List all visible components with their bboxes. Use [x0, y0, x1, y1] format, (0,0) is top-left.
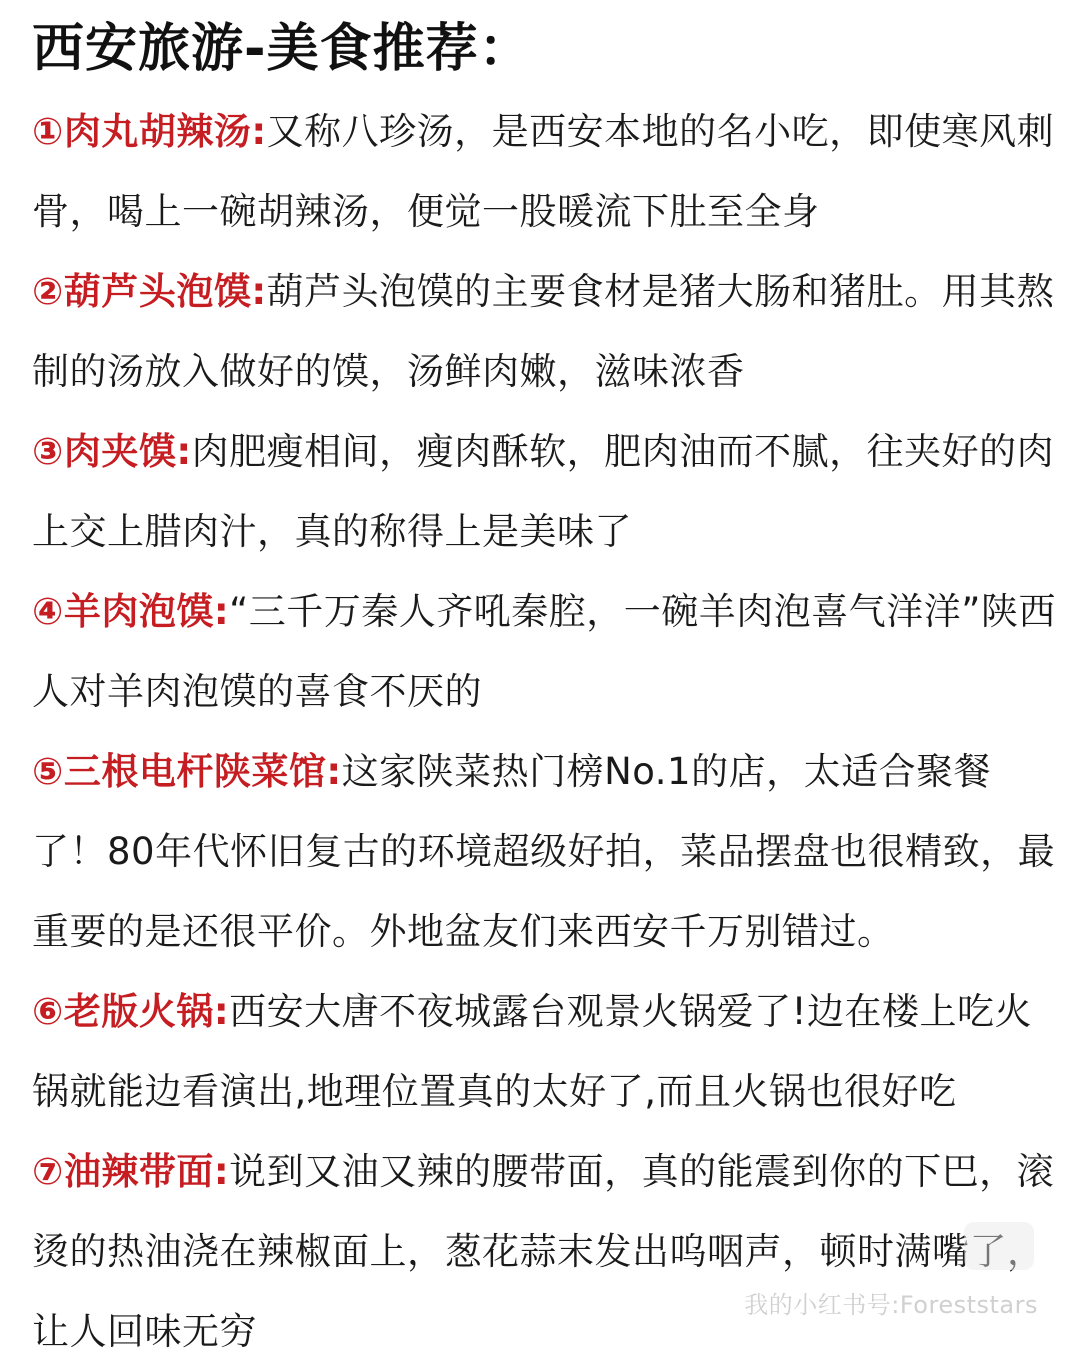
food-item-colon: : [213, 590, 230, 633]
food-item-colon: : [213, 990, 230, 1033]
food-item-6 [32, 972, 1060, 1132]
food-item-text: 肉肥瘦相间，瘦肉酥软，肥肉油而不腻，往夹好的肉上交上腊肉汁，真的称得上是美味了 [32, 430, 1055, 553]
food-item-text: “三千万秦人齐吼秦腔，一碗羊肉泡喜气洋洋”陕西人对羊肉泡馍的喜食不厌的 [32, 590, 1056, 713]
food-item-text: 又称八珍汤，是西安本地的名小吃，即使寒风刺骨，喝上一碗胡辣汤，便觉一股暖流下肚至全身 [32, 110, 1055, 233]
food-item-7 [32, 1132, 1060, 1372]
food-item-name: ②葫芦头泡馍 [32, 270, 252, 313]
food-item-colon: : [176, 430, 192, 473]
food-item-5 [32, 732, 1060, 972]
food-item-1 [32, 92, 1060, 252]
food-item-colon: : [213, 1150, 230, 1193]
food-item-2 [32, 252, 1060, 412]
food-item-colon: : [251, 110, 267, 153]
food-item-text: 西安大唐不夜城露台观景火锅爱了!边在楼上吃火锅就能边看演出,地理位置真的太好了,而且火锅也很好吃 [32, 990, 1032, 1113]
food-item-4 [32, 572, 1060, 732]
watermark-logo-icon [964, 1222, 1034, 1270]
watermark-text: 我的小红书号:Foreststars [744, 1291, 1038, 1319]
food-item-name: ⑦油辣带面 [32, 1150, 214, 1193]
food-item-colon: : [326, 750, 342, 793]
food-item-name: ③肉夹馍 [32, 430, 177, 473]
food-item-text: 这家陕菜热门榜No.1的店，太适合聚餐了！80年代怀旧复古的环境超级好拍，菜品摆盘也很精致，最重要的是还很平价。外地盆友们来西安千万别错过。 [32, 750, 1056, 953]
food-item-name: ⑥老版火锅 [32, 990, 214, 1033]
page-title: 西安旅游-美食推荐： [32, 19, 532, 79]
food-item-text: 葫芦头泡馍的主要食材是猪大肠和猪肚。用其熬制的汤放入做好的馍，汤鲜肉嫩，滋味浓香 [32, 270, 1055, 393]
food-item-name: ①肉丸胡辣汤 [32, 110, 252, 153]
food-item-colon: : [251, 270, 267, 313]
food-item-name: ④羊肉泡馍 [32, 590, 214, 633]
food-item-3 [32, 412, 1060, 572]
food-item-name: ⑤三根电杆陕菜馆 [32, 750, 327, 793]
food-item-text: 说到又油又辣的腰带面，真的能震到你的下巴，滚烫的热油浇在辣椒面上，葱花蒜末发出呜咽声，顿时满嘴了，让人回味无穷 [32, 1150, 1055, 1353]
